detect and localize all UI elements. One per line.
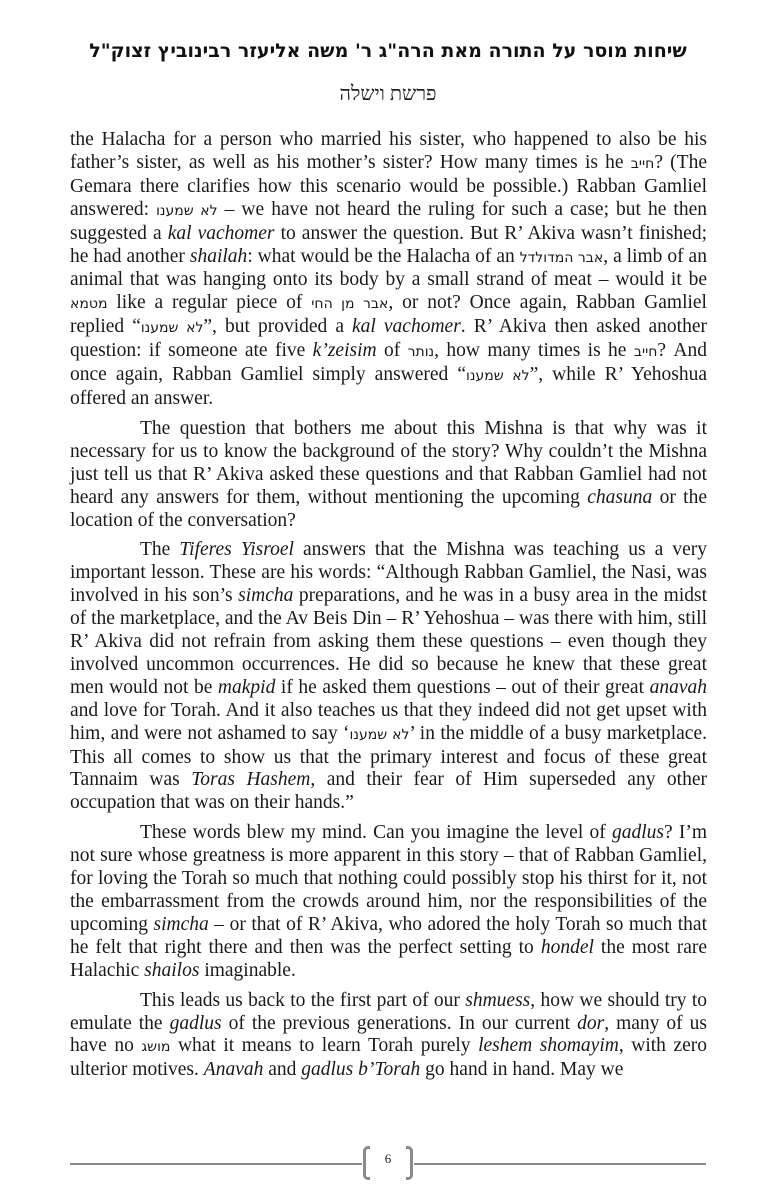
italic-term: gadlus <box>611 822 664 844</box>
text-run: – we have not heard the ruling for such a case; but he then suggested a <box>70 198 707 244</box>
text-run: ? And once again, Rabban Gamliel simply answered “ <box>70 340 707 386</box>
body-text <box>70 129 707 1089</box>
page-number: 6 <box>384 1151 392 1166</box>
text-run: like a regular piece of <box>107 292 312 314</box>
hebrew-term: אבר המדולדל <box>519 249 604 266</box>
text-run: ”, but provided a <box>203 316 353 338</box>
italic-term: k’zeisim <box>312 340 377 362</box>
text-run: of <box>376 340 408 362</box>
hebrew-term: חייב <box>633 344 658 361</box>
hebrew-term: לא שמענו <box>156 202 218 219</box>
hebrew-term: לא שמענו <box>349 726 410 743</box>
text-run: to answer the question. But R’ Akiva wasn’t finished; he had another <box>70 222 707 267</box>
italic-term: simcha <box>153 913 209 935</box>
hebrew-term: לא שמענו <box>140 320 204 337</box>
text-run: preparations, and he was in a busy area in the midst of the marketplace, and the Av Beis Din – R’ Yehoshua – was there with him, still R’ Akiva did not refrain from asking them these questions – even though they involved uncommon occurrences. He did so because he knew that these great men would not be <box>70 585 708 698</box>
paragraph <box>70 539 707 815</box>
hebrew-term: חייב <box>630 155 655 172</box>
italic-term: chasuna <box>587 486 653 508</box>
running-header-title: שיחות מוסר על התורה מאת הרה"ג ר' משה אליעזר רבינוביץ זצוק"ל <box>89 40 687 62</box>
footer-rule-right <box>414 1163 706 1165</box>
text-run: , how we should try to emulate the <box>70 989 707 1034</box>
text-run: , a limb of an animal that was hanging onto its body by a small strand of meat – would it be <box>70 245 707 291</box>
page-footer <box>70 1146 706 1184</box>
footer-rule-left <box>70 1163 362 1165</box>
italic-term: simcha <box>238 585 294 607</box>
paragraph <box>70 418 707 533</box>
text-run: if he asked them questions – out of their great <box>275 676 650 698</box>
parsha-subtitle: פרשת וישלה <box>339 83 437 105</box>
hebrew-term: לא שמענו <box>466 368 530 385</box>
italic-term: shmuess <box>465 989 531 1011</box>
hebrew-term: נותר <box>407 344 435 361</box>
italic-term: makpid <box>217 676 276 698</box>
hebrew-term: אבר מן החי <box>311 296 389 313</box>
italic-term: leshem shomayim <box>478 1035 619 1057</box>
text-run: . R’ Akiva then asked another question: if someone ate five <box>70 316 707 362</box>
text-run: go hand in hand. May we <box>420 1059 624 1081</box>
text-run: ’ in the middle of a busy marketplace. This all comes to show us that the primary interest and focus of these great Tannaim was <box>70 722 707 791</box>
italic-term: kal vachomer <box>167 222 275 244</box>
text-run: what it means to learn Torah purely <box>170 1035 479 1057</box>
text-run: – or that of R’ Akiva, who adored the holy Torah so much that he felt that right there and then was the perfect setting to <box>70 913 708 958</box>
italic-term: dor <box>577 1012 605 1034</box>
italic-term: gadlus <box>169 1012 222 1034</box>
paragraph <box>70 990 707 1083</box>
hebrew-term: מטמא <box>70 296 108 313</box>
open-bracket-ornament <box>363 1146 370 1180</box>
italic-term: kal vachomer <box>352 316 461 338</box>
text-run: This leads us back to the first part of our <box>140 989 466 1011</box>
text-run: These words blew my mind. Can you imagine the level of <box>140 822 612 844</box>
text-run: The <box>140 539 180 561</box>
text-run: ? I’m not sure whose greatness is more apparent in this story – that of Rabban Gamliel, for loving the Torah so much that nothing could possibly stop his thirst for it, not the embarrassment from the crowds around him, nor the responsibilities of the upcoming <box>70 822 707 935</box>
italic-term: Tiferes Yisroel <box>179 539 294 561</box>
italic-term: gadlus b’Torah <box>301 1059 421 1081</box>
text-run: answers that the Mishna was teaching us a very important lesson. These are his words: “Although Rabban Gamliel, the Nasi, was involved in his son’s <box>70 539 707 607</box>
text-run: , many of us have no <box>70 1012 707 1057</box>
italic-term: hondel <box>540 936 594 958</box>
italic-term: anavah <box>649 676 707 698</box>
close-bracket-ornament <box>406 1146 413 1180</box>
text-run: The question that bothers me about this Mishna is that why was it necessary for us to know the background of the story? Why couldn’t the Mishna just tell us that R’ Akiva asked these questions and that Rabban Gamliel had not heard any answers for them, without mentioning the upcoming <box>70 417 707 508</box>
italic-term: shailos <box>144 959 200 981</box>
text-run: and <box>263 1059 302 1081</box>
text-run: , how many times is he <box>434 340 634 362</box>
text-run: imaginable. <box>199 959 296 981</box>
italic-term: Anavah <box>203 1059 264 1081</box>
hebrew-term: מושג <box>141 1039 171 1056</box>
text-run: ”, while R’ Yehoshua offered an answer. <box>70 364 707 409</box>
text-run: and love for Torah. And it also teaches us that they indeed did not get upset with him, and were not ashamed to say ‘ <box>70 699 707 744</box>
text-run: or the location of the conversation? <box>70 486 707 531</box>
italic-term: Toras Hashem <box>191 769 311 791</box>
text-run: of the previous generations. In our current <box>221 1012 578 1034</box>
text-run: , or not? Once again, Rabban Gamliel replied “ <box>70 292 707 338</box>
text-run: ? (The Gemara there clarifies how this scenario would be possible.) Rabban Gamliel answered: <box>70 151 707 220</box>
text-run: the Halacha for a person who married his sister, who happened to also be his father’s sister, as well as his mother’s sister? How many times is he <box>70 129 707 173</box>
text-run: , with zero ulterior motives. <box>70 1035 707 1081</box>
text-run: the most rare Halachic <box>70 936 708 981</box>
text-run: , and their fear of Him superseded any other occupation that was on their hands.” <box>70 769 707 814</box>
paragraph <box>70 822 707 982</box>
text-run: : what would be the Halacha of an <box>247 245 520 267</box>
italic-term: shailah <box>189 245 248 267</box>
paragraph <box>70 129 707 411</box>
